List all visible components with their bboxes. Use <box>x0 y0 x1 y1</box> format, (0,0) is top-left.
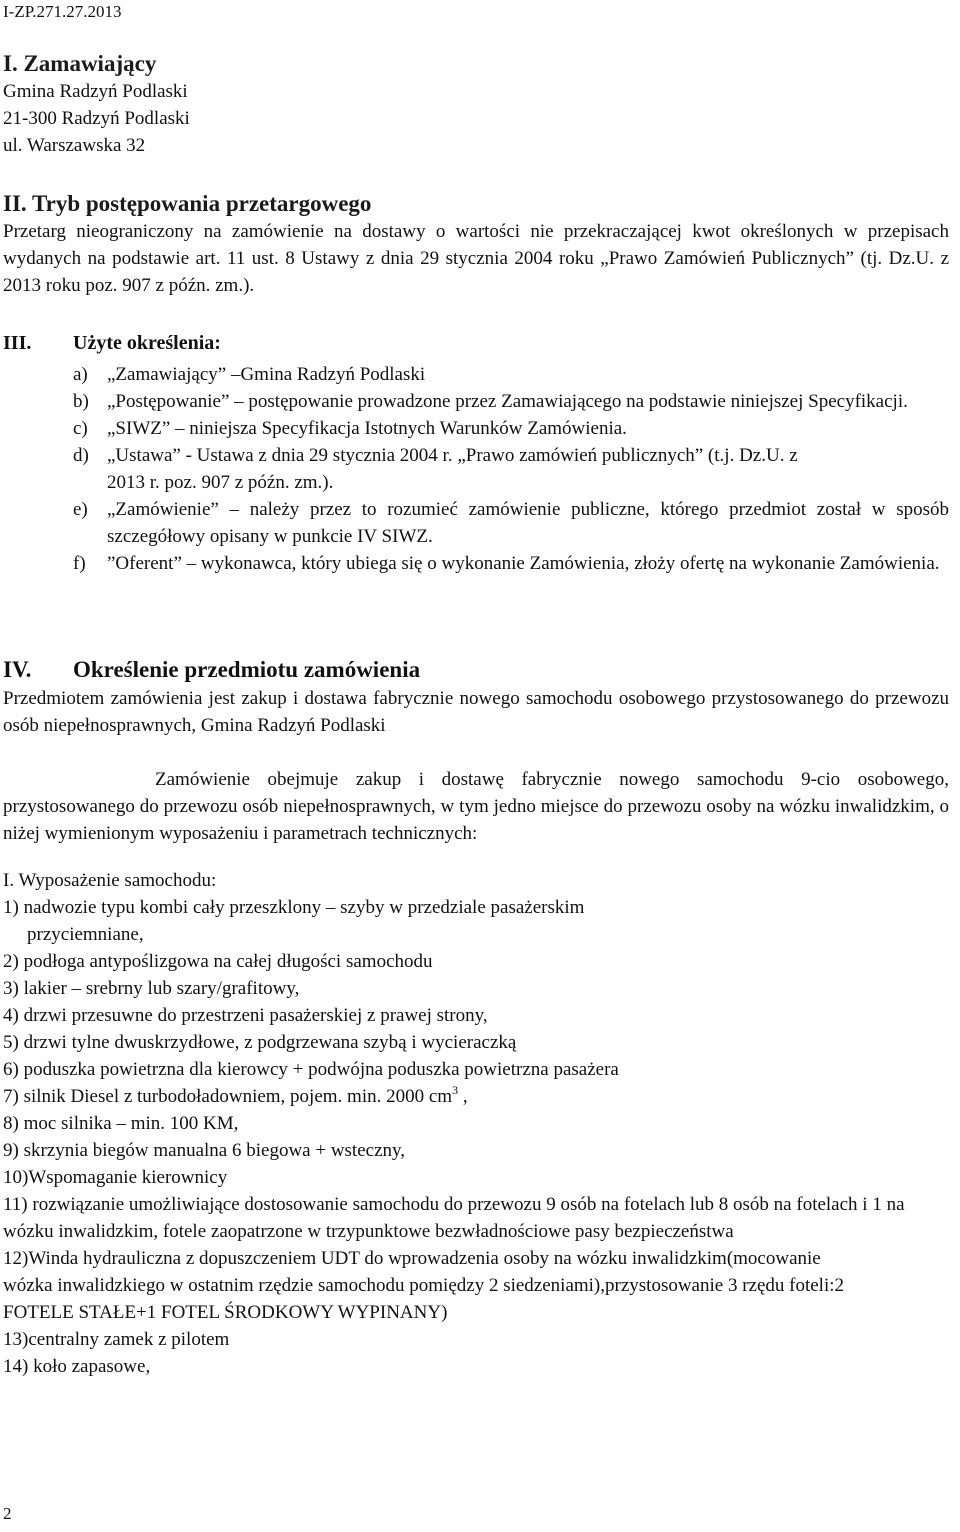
equipment-item <box>3 921 949 948</box>
section-przedmiot <box>3 656 949 1380</box>
section-number: IV. <box>3 657 32 682</box>
section-tryb <box>3 190 949 299</box>
spacer <box>3 847 949 867</box>
section-heading: II. Tryb postępowania przetargowego <box>3 191 372 216</box>
document-reference: I-ZP.271.27.2013 <box>3 2 122 21</box>
equipment-item-suffix: , <box>458 1086 468 1107</box>
section-definitions <box>3 330 949 577</box>
item-text: „SIWZ” – niniejsza Specyfikacja Istotnych Warunków Zamówienia. <box>107 418 627 439</box>
address-line: ul. Warszawska 32 <box>3 135 146 156</box>
section-heading: Określenie przedmiotu zamówienia <box>73 657 421 682</box>
section-heading: Użyte określenia: <box>73 332 221 354</box>
equipment-item: 8) moc silnika – min. 100 KM, <box>3 1113 239 1134</box>
equipment-item: 9) skrzynia biegów manualna 6 biegowa + wsteczny, <box>3 1140 406 1161</box>
item-text: „Postępowanie” – postępowanie prowadzone przez Zamawiającego na podstawie niniejszej Specyfikacji. <box>107 391 908 412</box>
item-letter: a) <box>73 364 88 385</box>
equipment-item: 13)centralny zamek z pilotem <box>3 1329 230 1350</box>
equipment-item: 11) rozwiązanie umożliwiające dostosowanie samochodu do przewozu 9 osób na fotelach lub 8 osób na fotelach i 1 na wózku inwalidzkim, fotele zaopatrzone w trzypunktowe bezwładnościowe pasy bezpieczeństwa <box>3 1194 905 1242</box>
equipment-item: 12)Winda hydrauliczna z dopuszczeniem UDT do wprowadzenia osoby na wózku inwalidzkim(mocowanie wózka inwalidzkiego w ostatnim rzędzie samochodu pomiędzy 2 siedzeniami),przystosowanie 3 rzędu foteli:2 FOTELE STAŁE+1 FOTEL ŚRODKOWY WYPINANY) <box>3 1248 845 1323</box>
section-number: III. <box>3 332 32 354</box>
scope-paragraph: Zamówienie obejmuje zakup i dostawę fabrycznie nowego samochodu 9-cio osobowego, przystosowanego do przewozu osób niepełnosprawnych, w tym jedno miejsce do przewozu osoby na wózku inwalidzkim, o niżej wymienionym wyposażeniu i parametrach technicznych: <box>3 769 949 844</box>
section-zamawiajacy <box>3 50 949 159</box>
page-number: 2 <box>3 1504 12 1523</box>
equipment-item: 10)Wspomaganie kierownicy <box>3 1167 228 1188</box>
section-heading-row <box>3 330 949 357</box>
definition-item <box>3 496 949 550</box>
equipment-item: 1) nadwozie typu kombi cały przeszklony – szyby w przedziale pasażerskim <box>3 897 585 918</box>
equipment-item: 14) koło zapasowe, <box>3 1356 151 1377</box>
section-heading-row <box>3 656 949 685</box>
item-letter: c) <box>73 418 88 439</box>
definition-item <box>3 361 949 388</box>
equipment-item: 3) lakier – srebrny lub szary/grafitowy, <box>3 978 300 999</box>
equipment-heading: I. Wyposażenie samochodu: <box>3 870 217 891</box>
definition-item <box>3 442 949 496</box>
item-text: ”Oferent” – wykonawca, który ubiega się o wykonanie Zamówienia, złoży ofertę na wykonanie Zamówienia. <box>107 553 940 574</box>
address-line: Gmina Radzyń Podlaski <box>3 81 188 102</box>
equipment-item: 5) drzwi tylne dwuskrzydłowe, z podgrzewana szybą i wycieraczką <box>3 1032 517 1053</box>
equipment-item-text: 7) silnik Diesel z turbodoładowniem, pojem. min. 2000 cm <box>3 1086 453 1107</box>
definitions-list <box>3 361 949 577</box>
section-paragraph: Przetarg nieograniczony na zamówienie na dostawy o wartości nie przekraczającej kwot określonych w przepisach wydanych na podstawie art. 11 ust. 8 Ustawy z dnia 29 stycznia 2004 roku „Prawo Zamówień Publicznych” (tj. Dz.U. z 2013 roku poz. 907 z późn. zm.). <box>3 221 949 296</box>
equipment-item: 4) drzwi przesuwne do przestrzeni pasażerskiej z prawej strony, <box>3 1005 488 1026</box>
definition-item <box>3 388 949 415</box>
section-heading: I. Zamawiający <box>3 51 157 76</box>
intro-paragraph: Przedmiotem zamówienia jest zakup i dostawa fabrycznie nowego samochodu osobowego przystosowanego do przewozu osób niepełnosprawnych, Gmina Radzyń Podlaski <box>3 688 949 736</box>
spacer <box>3 739 949 766</box>
item-text: „Zamawiający” –Gmina Radzyń Podlaski <box>107 364 426 385</box>
definition-item <box>3 550 949 577</box>
equipment-list <box>3 894 949 1380</box>
equipment-item: 2) podłoga antypoślizgowa na całej długości samochodu <box>3 951 433 972</box>
equipment-item <box>3 1083 949 1110</box>
equipment-item: 6) poduszka powietrzna dla kierowcy + podwójna poduszka powietrzna pasażera <box>3 1059 619 1080</box>
address-line: 21-300 Radzyń Podlaski <box>3 108 190 129</box>
definition-item <box>3 415 949 442</box>
item-letter: f) <box>73 553 86 574</box>
item-letter: d) <box>73 445 89 466</box>
item-text: „Ustawa” - Ustawa z dnia 29 stycznia 2004 r. „Prawo zamówień publicznych” (t.j. Dz.U. z 2013 r. poz. 907 z późn. zm.). <box>107 445 798 493</box>
item-letter: b) <box>73 391 89 412</box>
superscript: 3 <box>452 1083 459 1097</box>
item-letter: e) <box>73 499 88 520</box>
item-text: „Zamówienie” – należy przez to rozumieć zamówienie publiczne, którego przedmiot został w sposób szczegółowy opisany w punkcie IV SIWZ. <box>107 499 949 547</box>
equipment-item-continuation: przyciemniane, <box>27 924 144 945</box>
